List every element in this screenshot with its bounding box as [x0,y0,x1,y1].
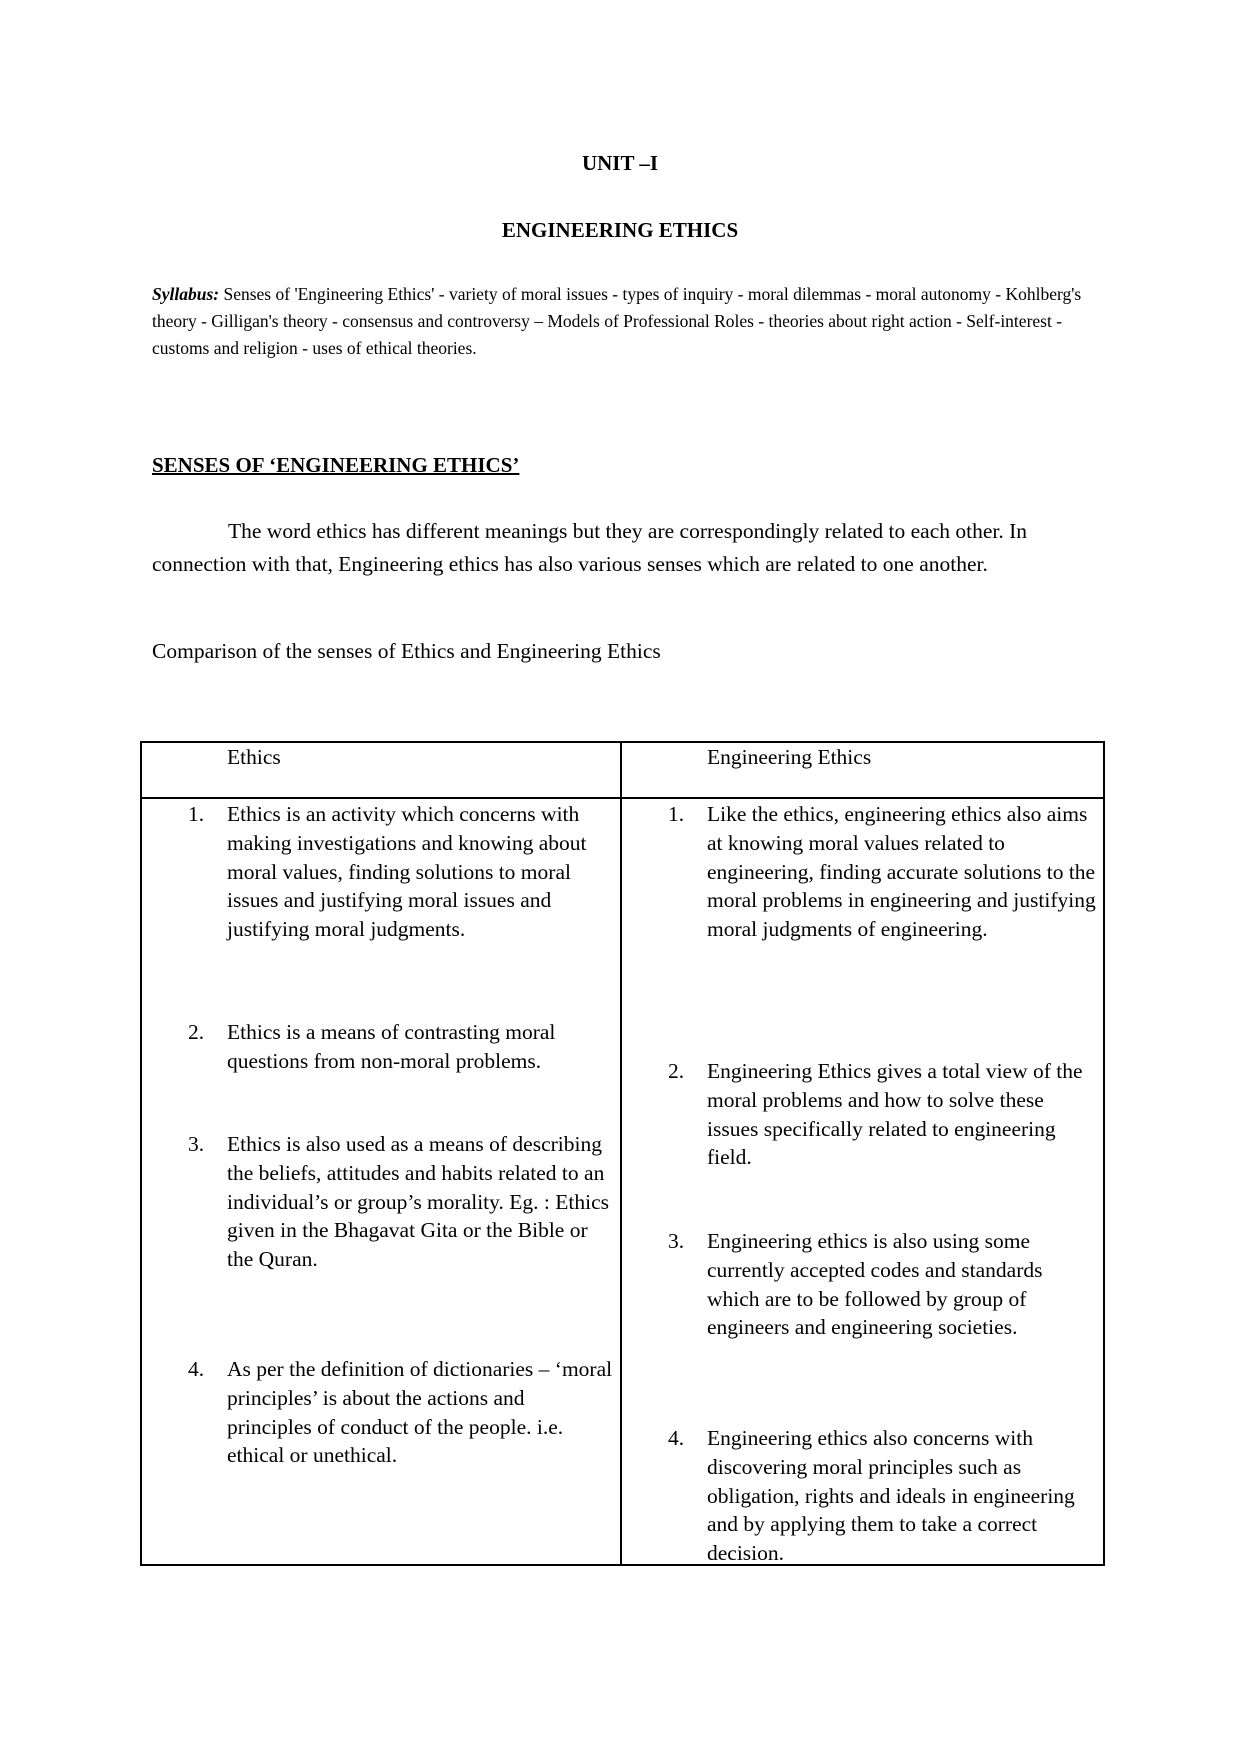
list-item: 3. Engineering ethics is also using some currently accepted codes and standards which are to be followed by group of engineers and engineering societies. [668,1229,1043,1340]
engineering-ethics-column [621,798,1104,1565]
table-header-engineering-ethics: Engineering Ethics [621,742,1104,798]
table-body-row [141,798,1104,1565]
list-item: 1. Like the ethics, engineering ethics also aims at knowing moral values related to engineering, finding accurate solutions to the moral problems in engineering and justifying moral judgments of engineering. [668,802,1096,942]
ethics-column [141,798,621,1565]
list-item: 2. Engineering Ethics gives a total view of the moral problems and how to solve these issues specifically related to engineering field. [668,1059,1083,1170]
table-header-row [141,742,1104,798]
list-item: 4. Engineering ethics also concerns with discovering moral principles such as obligation, rights and ideals in engineering and by applying them to take a correct decision. [668,1426,1075,1566]
comparison-table [140,741,1105,1566]
intro-paragraph: The word ethics has different meanings but they are correspondingly related to each other. In connection with that, Engineering ethics has also various senses which are related to one another. [152,519,1028,576]
table-header-ethics: Ethics [141,742,621,798]
list-item: 3. Ethics is also used as a means of describing the beliefs, attitudes and habits related to an individual’s or group’s morality. Eg. : Ethics given in the Bhagavat Gita or the Bible or the Quran. [188,1132,609,1272]
unit-title: UNIT –I [581,151,659,175]
list-item: 2. Ethics is a means of contrasting moral questions from non-moral problems. [188,1020,556,1073]
list-item: 1. Ethics is an activity which concerns with making investigations and knowing about moral values, finding solutions to moral issues and justifying moral issues and justifying moral judgments. [188,802,587,942]
syllabus-paragraph [152,281,1092,362]
syllabus-text: Senses of 'Engineering Ethics' - variety of moral issues - types of inquiry - moral dilemmas - moral autonomy - Kohlberg's theory - Gilligan's theory - consensus and controversy – Models of Professional Roles - theories about right action - Self-interest - customs and religion - uses of ethical theories. [152,284,1082,358]
section-heading: SENSES OF ‘ENGINEERING ETHICS’ [152,453,520,477]
syllabus-label: Syllabus: [152,284,220,304]
table-caption: Comparison of the senses of Ethics and Engineering Ethics [152,639,661,663]
document-title: ENGINEERING ETHICS [501,218,739,242]
list-item: 4. As per the definition of dictionaries – ‘moral principles’ is about the actions and principles of conduct of the people. i.e. ethical or unethical. [188,1357,613,1468]
